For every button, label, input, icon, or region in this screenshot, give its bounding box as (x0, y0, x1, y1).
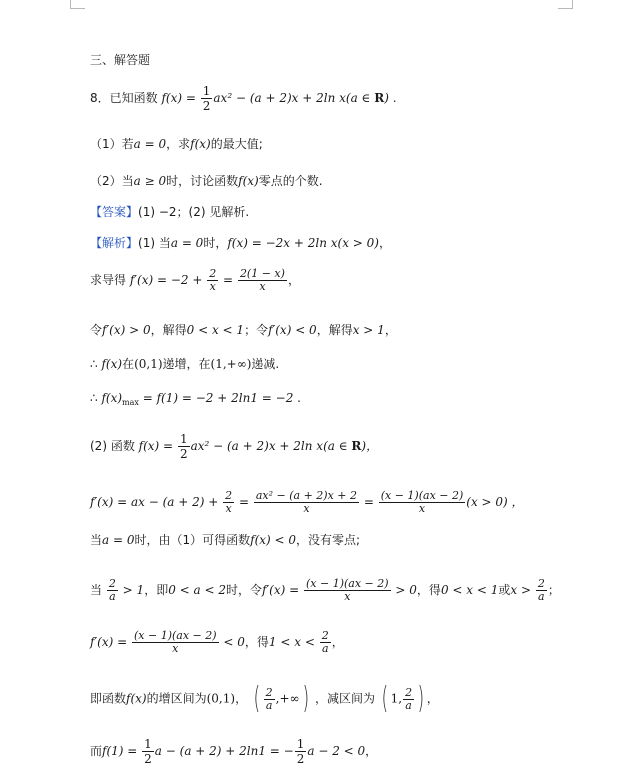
solution-expression: f(x) = −2x + 2ln x(x > 0) (227, 236, 379, 250)
text-dang-2: 当 (90, 583, 103, 597)
case-0-a-2-line (90, 578, 560, 603)
less-than-0: < 0 (223, 635, 245, 649)
text-jiede: ，解得 (150, 323, 187, 337)
function-fx-max: f(x) (101, 391, 123, 405)
derivative-line (90, 268, 300, 293)
f1-value-line (90, 737, 377, 766)
text-er: 而 (90, 744, 103, 758)
text-jiede-2: ，解得 (316, 323, 353, 337)
case-text: 时，由（1）可得函数 (134, 533, 251, 547)
text-increasing: 递增，在 (162, 357, 211, 371)
question-function: f(x) = (161, 91, 196, 105)
solution-text: (1) 当 (138, 236, 171, 250)
derivative-lhs: f′(x) = −2 + (129, 273, 203, 287)
real-set-symbol: R (374, 91, 385, 105)
f1-lhs: f(1) = (102, 744, 138, 758)
part-2-function: f(x) (238, 174, 259, 188)
text-zai: 在 (122, 357, 135, 371)
fraction-factored-over-x: $\frac{(x - 1)(ax - 2)}{x}$ (380, 489, 464, 515)
part-1-end: 的最大值; (210, 137, 263, 151)
function-fx-2: f(x) (126, 691, 147, 706)
therefore-symbol-2: ∴ (90, 391, 98, 405)
part-2-text: 时，讨论函数 (166, 174, 239, 188)
fraction-2-over-x: $\frac{2}{x}$ (209, 267, 217, 293)
fraction-one-half-2: $\frac{1}{2}$ (179, 432, 188, 461)
text-increasing-interval: 的增区间为 (146, 691, 207, 706)
equals-sign-2: = (238, 495, 250, 509)
section-heading (90, 52, 150, 68)
interval-start: 1, (390, 691, 403, 706)
derivative-2-end: (x > 0) ， (466, 495, 524, 509)
page-corner-mark-left (70, 0, 85, 9)
range-a: 0 < a < 2 (168, 583, 226, 597)
function-fx: f(x) (101, 357, 123, 371)
interval-1-inf: (1,+∞) (210, 357, 252, 371)
solution-punct: ， (378, 236, 391, 250)
inequality-4: x > 1 (352, 323, 385, 337)
monotonic-line (90, 356, 279, 372)
part-2-condition: a ≥ 0 (133, 174, 167, 188)
part-2-solution-end: )， (361, 439, 379, 453)
text-de-2: ，得 (244, 635, 269, 649)
text-decreasing: 递减. (251, 357, 280, 371)
range-x-1: 0 < x < 1 (440, 583, 499, 597)
section-title: 三、解答题 (90, 53, 151, 67)
fraction-2-over-a-2: $\frac{2}{a}$ (537, 577, 545, 603)
page-corner-mark-right (558, 0, 573, 9)
fraction-2-over-x-b: $\frac{2}{x}$ (225, 489, 233, 515)
text-ling-2: ；令 (244, 323, 269, 337)
fraction-one-half-4: $\frac{1}{2}$ (296, 737, 305, 766)
text-decreasing-interval: ，减区间为 (315, 691, 376, 706)
answer-text: (1) −2；(2) 见解析. (138, 205, 250, 219)
line-end-2: . (297, 391, 301, 405)
max-subscript: max (122, 398, 139, 407)
equals-sign-3: = (363, 495, 374, 509)
fraction-2-1-x-over-x: $\frac{2(1 - x)}{x}$ (239, 267, 285, 293)
therefore-symbol: ∴ (90, 357, 98, 371)
f1-rest: a − 2 < 0 (307, 744, 366, 758)
case-a-zero-line (90, 532, 360, 548)
part-1-function: f(x) (190, 137, 211, 151)
solution-line-1 (90, 235, 391, 251)
solution-text-2: 时， (203, 236, 228, 250)
fraction-2-over-a-4: $\frac{2}{a}$ (265, 685, 273, 712)
answer-tag: 【答案】 (90, 205, 139, 219)
inequality-1: f′(x) > 0 (102, 323, 151, 337)
sign-analysis-line (90, 322, 397, 338)
text-ji: ，即 (144, 583, 169, 597)
interval-0-1-b: (0,1) (206, 691, 236, 706)
fraction-quadratic-over-x: $\frac{\text{ax² − (a + 2)x + 2}}{x}$ (255, 489, 357, 515)
max-expression: = f(1) = −2 + 2ln1 = −2 (142, 391, 294, 405)
part-1-text: ，求 (166, 137, 191, 151)
text-huo: 或 (498, 583, 511, 597)
derivative-3-lhs: f′(x) = (262, 583, 300, 597)
line-end-6: ， (365, 744, 378, 758)
intervals-line (90, 681, 439, 716)
max-value-line (90, 390, 301, 406)
question-number: 8． (90, 91, 110, 105)
solution-tag: 【解析】 (90, 236, 139, 250)
inequality-2: 0 < x < 1 (186, 323, 245, 337)
case-conclusion: ，没有零点; (296, 533, 361, 547)
text-de: ，得 (416, 583, 441, 597)
equals-sign: = (223, 273, 234, 287)
part-2-solution-text: (2) 函数 (90, 439, 135, 453)
right-paren-large-2: ) (417, 681, 425, 716)
greater-than-1: > 1 (122, 583, 145, 597)
line-end: ， (384, 323, 397, 337)
part-1-condition: a = 0 (133, 137, 167, 151)
comma: ， (235, 691, 248, 706)
right-paren-large: ) (302, 681, 309, 716)
interval-rest: ,+∞ (275, 691, 300, 706)
line-end-4: ， (331, 635, 344, 649)
part-2 (90, 173, 323, 189)
fraction-2-over-a-5: $\frac{2}{a}$ (405, 685, 413, 712)
derivative-4-lhs: f′(x) = (90, 635, 128, 649)
text-dang: 当 (90, 533, 103, 547)
left-paren-large-2: ( (381, 681, 388, 716)
fraction-factored-over-x-2: $\frac{(x - 1)(ax - 2)}{x}$ (306, 577, 389, 603)
real-set-symbol-2: R (351, 439, 362, 453)
fraction-one-half-3: $\frac{1}{2}$ (144, 737, 152, 766)
f1-middle: a − (a + 2) + 2ln1 = − (154, 744, 294, 758)
derivative-text: 求导得 (90, 273, 127, 287)
negative-derivative-line (90, 630, 344, 655)
text-ling: 令 (90, 323, 103, 337)
derivative-end: ， (287, 273, 300, 287)
fraction-factored-over-x-3: $\frac{(x - 1)(ax - 2)}{x}$ (134, 629, 217, 655)
question-end: ) . (384, 91, 397, 105)
question-expression: ax² − (a + 2)x + 2ln x(a ∈ (213, 91, 375, 105)
part-1 (90, 136, 263, 152)
line-end-5: ， (426, 691, 439, 706)
part-2-label: （2）当 (90, 174, 134, 188)
left-paren-large: ( (253, 681, 260, 716)
line-end-3: ； (547, 583, 560, 597)
fraction-2-over-a: $\frac{2}{a}$ (108, 577, 116, 603)
x-greater: x > (510, 583, 531, 597)
part-2-end: 零点的个数. (258, 174, 323, 188)
derivative-line-2 (90, 490, 524, 515)
part-2-solution-expression: ax² − (a + 2)x + 2ln x(a ∈ (190, 439, 352, 453)
greater-than-0: > 0 (395, 583, 417, 597)
part-2-solution-line (90, 432, 378, 461)
case-inequality: f(x) < 0 (250, 533, 297, 547)
text-shi-ling: 时，令 (226, 583, 263, 597)
part-1-label: （1）若 (90, 137, 134, 151)
inequality-3: f′(x) < 0 (268, 323, 317, 337)
fraction-2-over-a-3: $\frac{2}{a}$ (321, 629, 329, 655)
fraction-one-half: $\frac{1}{2}$ (202, 84, 211, 113)
question-text: 已知函数 (109, 91, 158, 105)
interval-0-1: (0,1) (134, 357, 163, 371)
answer-line (90, 204, 249, 220)
text-ji-hanshu: 即函数 (90, 691, 127, 706)
question-8 (90, 84, 397, 113)
derivative-2-lhs: f′(x) = ax − (a + 2) + (90, 495, 219, 509)
case-condition: a = 0 (102, 533, 135, 547)
range-1-x: 1 < x < (268, 635, 315, 649)
solution-condition: a = 0 (170, 236, 204, 250)
part-2-solution-function: f(x) = (138, 439, 174, 453)
